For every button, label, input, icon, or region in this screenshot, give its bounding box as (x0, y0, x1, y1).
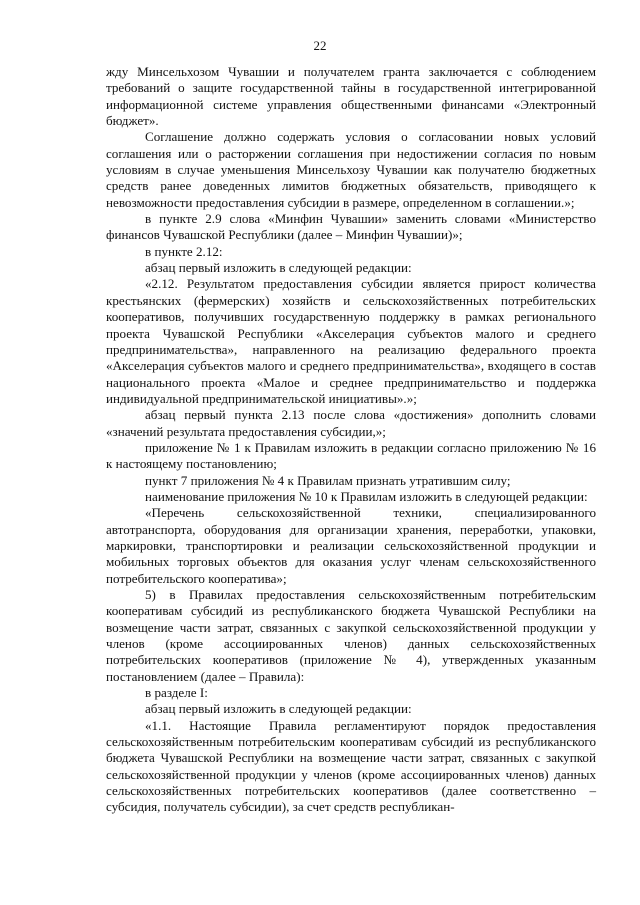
document-body (106, 64, 596, 816)
paragraph: в пункте 2.12: (145, 243, 223, 259)
paragraph: Соглашение должно содержать условия о согласовании новых условий соглашения или о расторжении соглашения при недостижении согласия по новым условиям в случае уменьшения Минсельхозу Чувашии как получателю бюджетных средств ранее доведенных лимитов бюджетных обязательств, приводящего к невозможности предоставления субсидии в размере, определенном в соглашении.»; (106, 129, 596, 210)
paragraph: 5) в Правилах предоставления сельскохозяйственным потребительским кооперативам субсидий из республиканского бюджета Чувашской Республики на возмещение части затрат, связанных с закупкой сельскохозяйственной продукции у членов (кроме ассоциированных членов) данных сельскохозяйственных потребительских кооперативов (приложение № 4), утвержденных указанным постановлением (далее – Правила): (106, 587, 596, 684)
page-number: 22 (313, 38, 327, 53)
paragraph: жду Минсельхозом Чувашии и получателем гранта заключается с соблюдением требований о защите государственной тайны в государственной интегрированной информационной системе управления общественными финансами «Электронный бюджет». (106, 64, 596, 129)
paragraph: пункт 7 приложения № 4 к Правилам признать утратившим силу; (145, 472, 511, 488)
paragraph: приложение № 1 к Правилам изложить в редакции согласно приложению № 16 к настоящему постановлению; (106, 439, 596, 472)
paragraph: в пункте 2.9 слова «Минфин Чувашии» заменить словами «Министерство финансов Чувашской Республики (далее – Минфин Чувашии)»; (106, 211, 596, 243)
paragraph: наименование приложения № 10 к Правилам изложить в следующей редакции: (145, 488, 588, 504)
paragraph: «1.1. Настоящие Правила регламентируют порядок предоставления сельскохозяйственным потребительским кооперативам субсидий из республиканского бюджета Чувашской Республики на возмещение части затрат, связанных с закупкой сельскохозяйственной продукции у членов (кроме ассоциированных членов) данных сельскохозяйственных потребительских кооперативов (далее соответственно – субсидия, получатель субсидии), за счет средств республикан- (106, 717, 596, 815)
paragraph: абзац первый изложить в следующей редакции: (145, 701, 412, 717)
paragraph: абзац первый пункта 2.13 после слова «достижения» дополнить словами «значений результата предоставления субсидии,»; (106, 407, 596, 439)
paragraph: абзац первый изложить в следующей редакции: (145, 260, 412, 276)
paragraph: «2.12. Результатом предоставления субсидии является прирост количества крестьянских (фермерских) хозяйств и сельскохозяйственных потребительских кооперативов, получивших государственную поддержку в рамках регионального проекта Чувашской Республики «Акселерация субъектов малого и среднего предпринимательства», направленного на реализацию федерального проекта «Акселерация субъектов малого и среднего предпринимательства», входящего в состав национального проекта «Малое и среднее предпринимательство и поддержка индивидуальной предпринимательской инициативы».»; (106, 276, 596, 406)
paragraph: в разделе I: (145, 685, 208, 701)
paragraph: «Перечень сельскохозяйственной техники, специализированного автотранспорта, оборудования для организации хранения, переработки, упаковки, маркировки, транспортировки и реализации сельскохозяйственной продукции и мобильных торговых объектов для оказания услуг членам сельскохозяйственного потребительского кооператива»; (106, 505, 596, 586)
